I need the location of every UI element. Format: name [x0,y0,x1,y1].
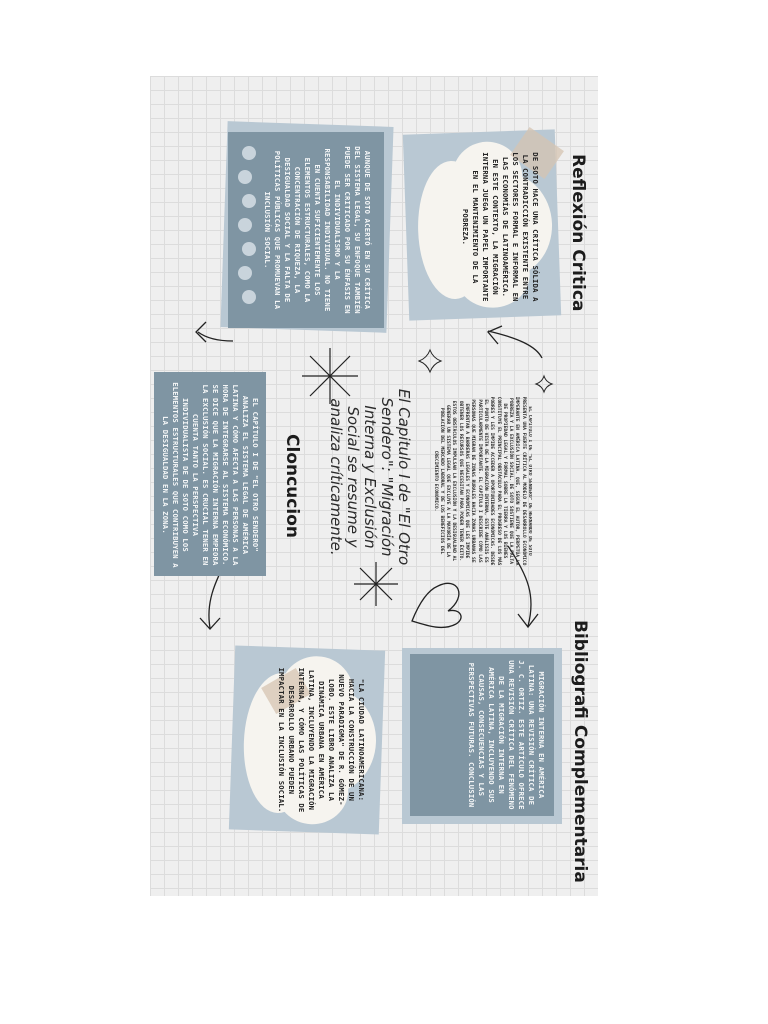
heading-bibliografia: Bibliografi Complementaria [570,620,590,883]
heading-conclusion: Cloncucion [282,434,302,538]
infographic-sheet [150,76,598,896]
sparkle-icon [536,376,552,392]
bibliografia-right-note: "LA CIUDAD LATINOAMERICANA: HACIA LA CONSTRUCCIÓN DE UN NUEVO PARADIGMA" DE R. GÓMEZ-LOBO. ESTE LIBRO ANALIZA LA DINÁMICA URBANA EN AMÉRICA LATINA, INCLUYENDO LA MIGRACIÓN INTERNA, Y CÓMO LAS POLÍTICAS DE DESARROLLO URBANO PUEDEN IMPACTAR EN LA INCLUSIÓN SOCIAL. [277,667,366,813]
starburst-icon [354,562,398,606]
heart-icon [412,583,461,627]
heading-reflexion: Reflexión Critica [568,154,588,312]
sparkle-icon [419,350,441,372]
rotated-content [150,76,598,896]
conclusion-text: EL CAPÍTULO I DE "EL OTRO SENDERO" ANALIZA EL SISTEMA LEGAL DE AMÉRICA LATINA Y CÓMO AFECTA A LAS PERSONAS A LA HORA DE INTEGRARSE AL SISTEMA ECONÓMICO. SE DICE QUE LA MIGRACIÓN INTERNA EMPEORA LA EXCLUSIÓN SOCIAL. ES CRUCIAL TENER EN CUENTA TANTO LA PERSPECTIVA INDIVIDUALISTA DE DE SOTO COMO LOS ELEMENTOS ESTRUCTURALES QUE CONTRIBUYEN A LA DESIGUALDAD EN LA ZONA. [161,382,260,568]
bibliografia-left-note: MIGRACIÓN INTERNA EN AMÉRICA LATINA: UNA REVISIÓN CRÍTICA DE J. C. ORTIZ. ESTE ARTÍCULO OFRECE UNA REVISIÓN CRÍTICA DEL FENÓMENO DE LA MIGRACIÓN INTERNA EN AMÉRICA LATINA, INCLUYENDO SUS CAUSAS, CONSECUENCIAS Y LAS PERSPECTIVAS FUTURAS. CONCLUSIÓN [467,660,546,810]
center-summary: EL CAPÍTULO I DE "EL OTRO SENDERO" DE HERNANDO DE SOTO PRESENTA UNA FUERTE CRÍTICA AL MODELO DE DESARROLLO ECONÓMICO IMPERANTE EN AMÉRICA LATINA. QUE, SEGÚN EL AUTOR, PERPETÚA LA POBREZA Y LA EXCLUSIÓN SOCIAL. DE SOTO SOSTIENE QUE LA FALTA DE PROPIEDAD LEGAL Y FORMAL SOBRE LA TIERRA Y LOS BIENES CONSTITUYE EL PRINCIPAL OBSTÁCULO PARA EL PROGRESO DE LOS MÁS POBRES Y LES IMPIDE ACCEDER A OPORTUNIDADES ECONÓMICAS. DESDE EL PUNTO DE VISTA DE LA MIGRACIÓN INTERNA, ESTE ANÁLISIS ES PARTICULARMENTE IMPORTANTE. EL CAPÍTULO I DESCRIBE CÓMO LAS PERSONAS QUE MIGRAN DE ZONAS RURALES HACIA ZONAS URBANAS SE ENFRENTAN A BARRERAS LEGALES Y ECONÓMICAS QUE LES IMPIDE OBTENER LOS RECURSOS QUE NECESITAN PARA PODER TENER ÉXITO. ESTOS OBSTÁCULOS IMPULSAN LA EXCLUSIÓN Y LA DESIGUALDAD AL GENERAR UN SISTEMA LEGAL QUE EXCLUYE A LA MAYORÍA DE LA POBLACIÓN DEL MERCADO LABORAL Y DE LOS BENEFICIOS DEL CRECIMIENTO ECONÓMICO. [432,396,532,566]
reflexion-top-note: DE SOTO HACE UNA CRÍTICA SÓLIDA A LA CONTRADICCIÓN EXISTENTE ENTRE LOS SECTORES FORMAL E INFORMAL EN LAS ECONOMÍAS DE LATINOAMÉRICA. EN ESTE CONTEXTO, LA MIGRACIÓN INTERNA JUEGA UN PAPEL IMPORTANTE EN EL MANTENIMIENTO DE LA POBREZA. [461,152,540,302]
center-title: El Capitulo I de "El Otro Sendero": "Migración Interna y Exclusión Social se resume y analiza críticamente. [327,388,413,566]
reflexion-bottom-note: AUNQUE DE SOTO ACERTÓ EN SU CRÍTICA DEL SISTEMA LEGAL, SU ENFOQUE TAMBIÉN PUEDE SER CRITICADO POR SU ÉNFASIS EN EL INDIVIDUALISMO Y LA RESPONSABILIDAD INDIVIDUAL. NO TIENE EN CUENTA SUFICIENTEMENTE LOS ELEMENTOS ESTRUCTURALES, COMO LA CONCENTRACIÓN DE RIQUEZA, LA DESIGUALDAD SOCIAL Y LA FALTA DE POLÍTICAS PÚBLICAS QUE PROMUEVAN LA INCLUSIÓN SOCIAL. [263,146,372,314]
